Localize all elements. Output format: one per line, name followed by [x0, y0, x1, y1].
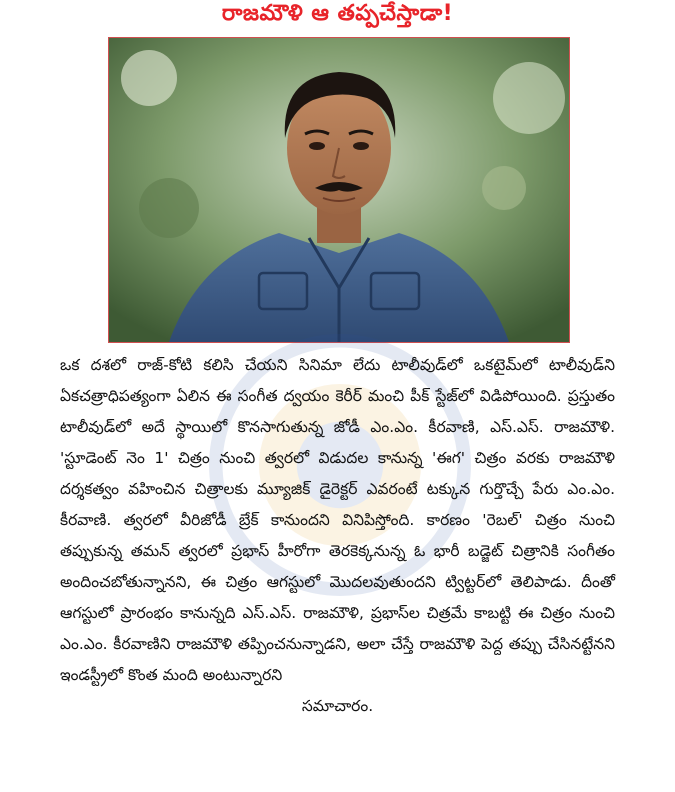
article-text-end: సమాచారం. [301, 697, 374, 715]
article-body [60, 350, 615, 722]
article-text: ఒక దశలో రాజ్-కోటి కలిసి చేయని సినిమా లేదు టాలీవుడ్‌లో ఒకటైమ్‌లో టాలీవుడ్‌ని ఏకచత్రాధిపత్యంగా ఏలిన ఈ సంగీత ద్వయం కెరీర్ మంచి పీక్ స్టేజ్‌లో విడిపోయింది. ప్రస్తుతం టాలీవుడ్‌లో అదే స్థాయిలో కొనసాగుతున్న జోడీ ఎం.ఎం. కీరవాణి, ఎస్.ఎస్. రాజమౌళి. 'స్టూడెంట్ నెం 1' చిత్రం నుంచి త్వరలో విడుదల కానున్న 'ఈగ' చిత్రం వరకు రాజమౌళి దర్శకత్వం వహించిన చిత్రాలకు మ్యూజిక్ డైరెక్టర్ ఎవరంటే టక్కున గుర్తొచ్చే పేరు ఎం.ఎం. కీరవాణి. త్వరలో వీరిజోడీ బ్రేక్ కానుందని వినిపిస్తోంది. కారణం 'రెబల్' చిత్రం నుంచి తప్పుకున్న తమన్ త్వరలో ప్రభాస్ హీరోగా తెరకెక్కనున్న ఓ భారీ బడ్జెట్ చిత్రానికి సంగీతం అందించబోతున్నానని, ఈ చిత్రం ఆగస్టులో మొదలవుతుందని ట్విట్టర్‌లో తెలిపాడు. దీంతో ఆగస్టులో ప్రారంభం కానున్నది ఎస్.ఎస్. రాజమౌళి, ప్రభాస్‌ల చిత్రమే కాబట్టి ఈ చిత్రం నుంచి ఎం.ఎం. కీరవాణిని రాజమౌళి తప్పించనున్నాడని, అలా చేస్తే రాజమౌళి పెద్ద తప్పు చేసినట్టేనని ఇండస్ట్రీలో కొంత మంది అంటున్నారని [60, 356, 615, 684]
article-photo [108, 37, 570, 343]
article-title: రాజమౌళి ఆ తప్పచేస్తాడా! [221, 1, 454, 26]
title-bar [0, 0, 675, 32]
portrait-photo-icon [109, 38, 569, 342]
